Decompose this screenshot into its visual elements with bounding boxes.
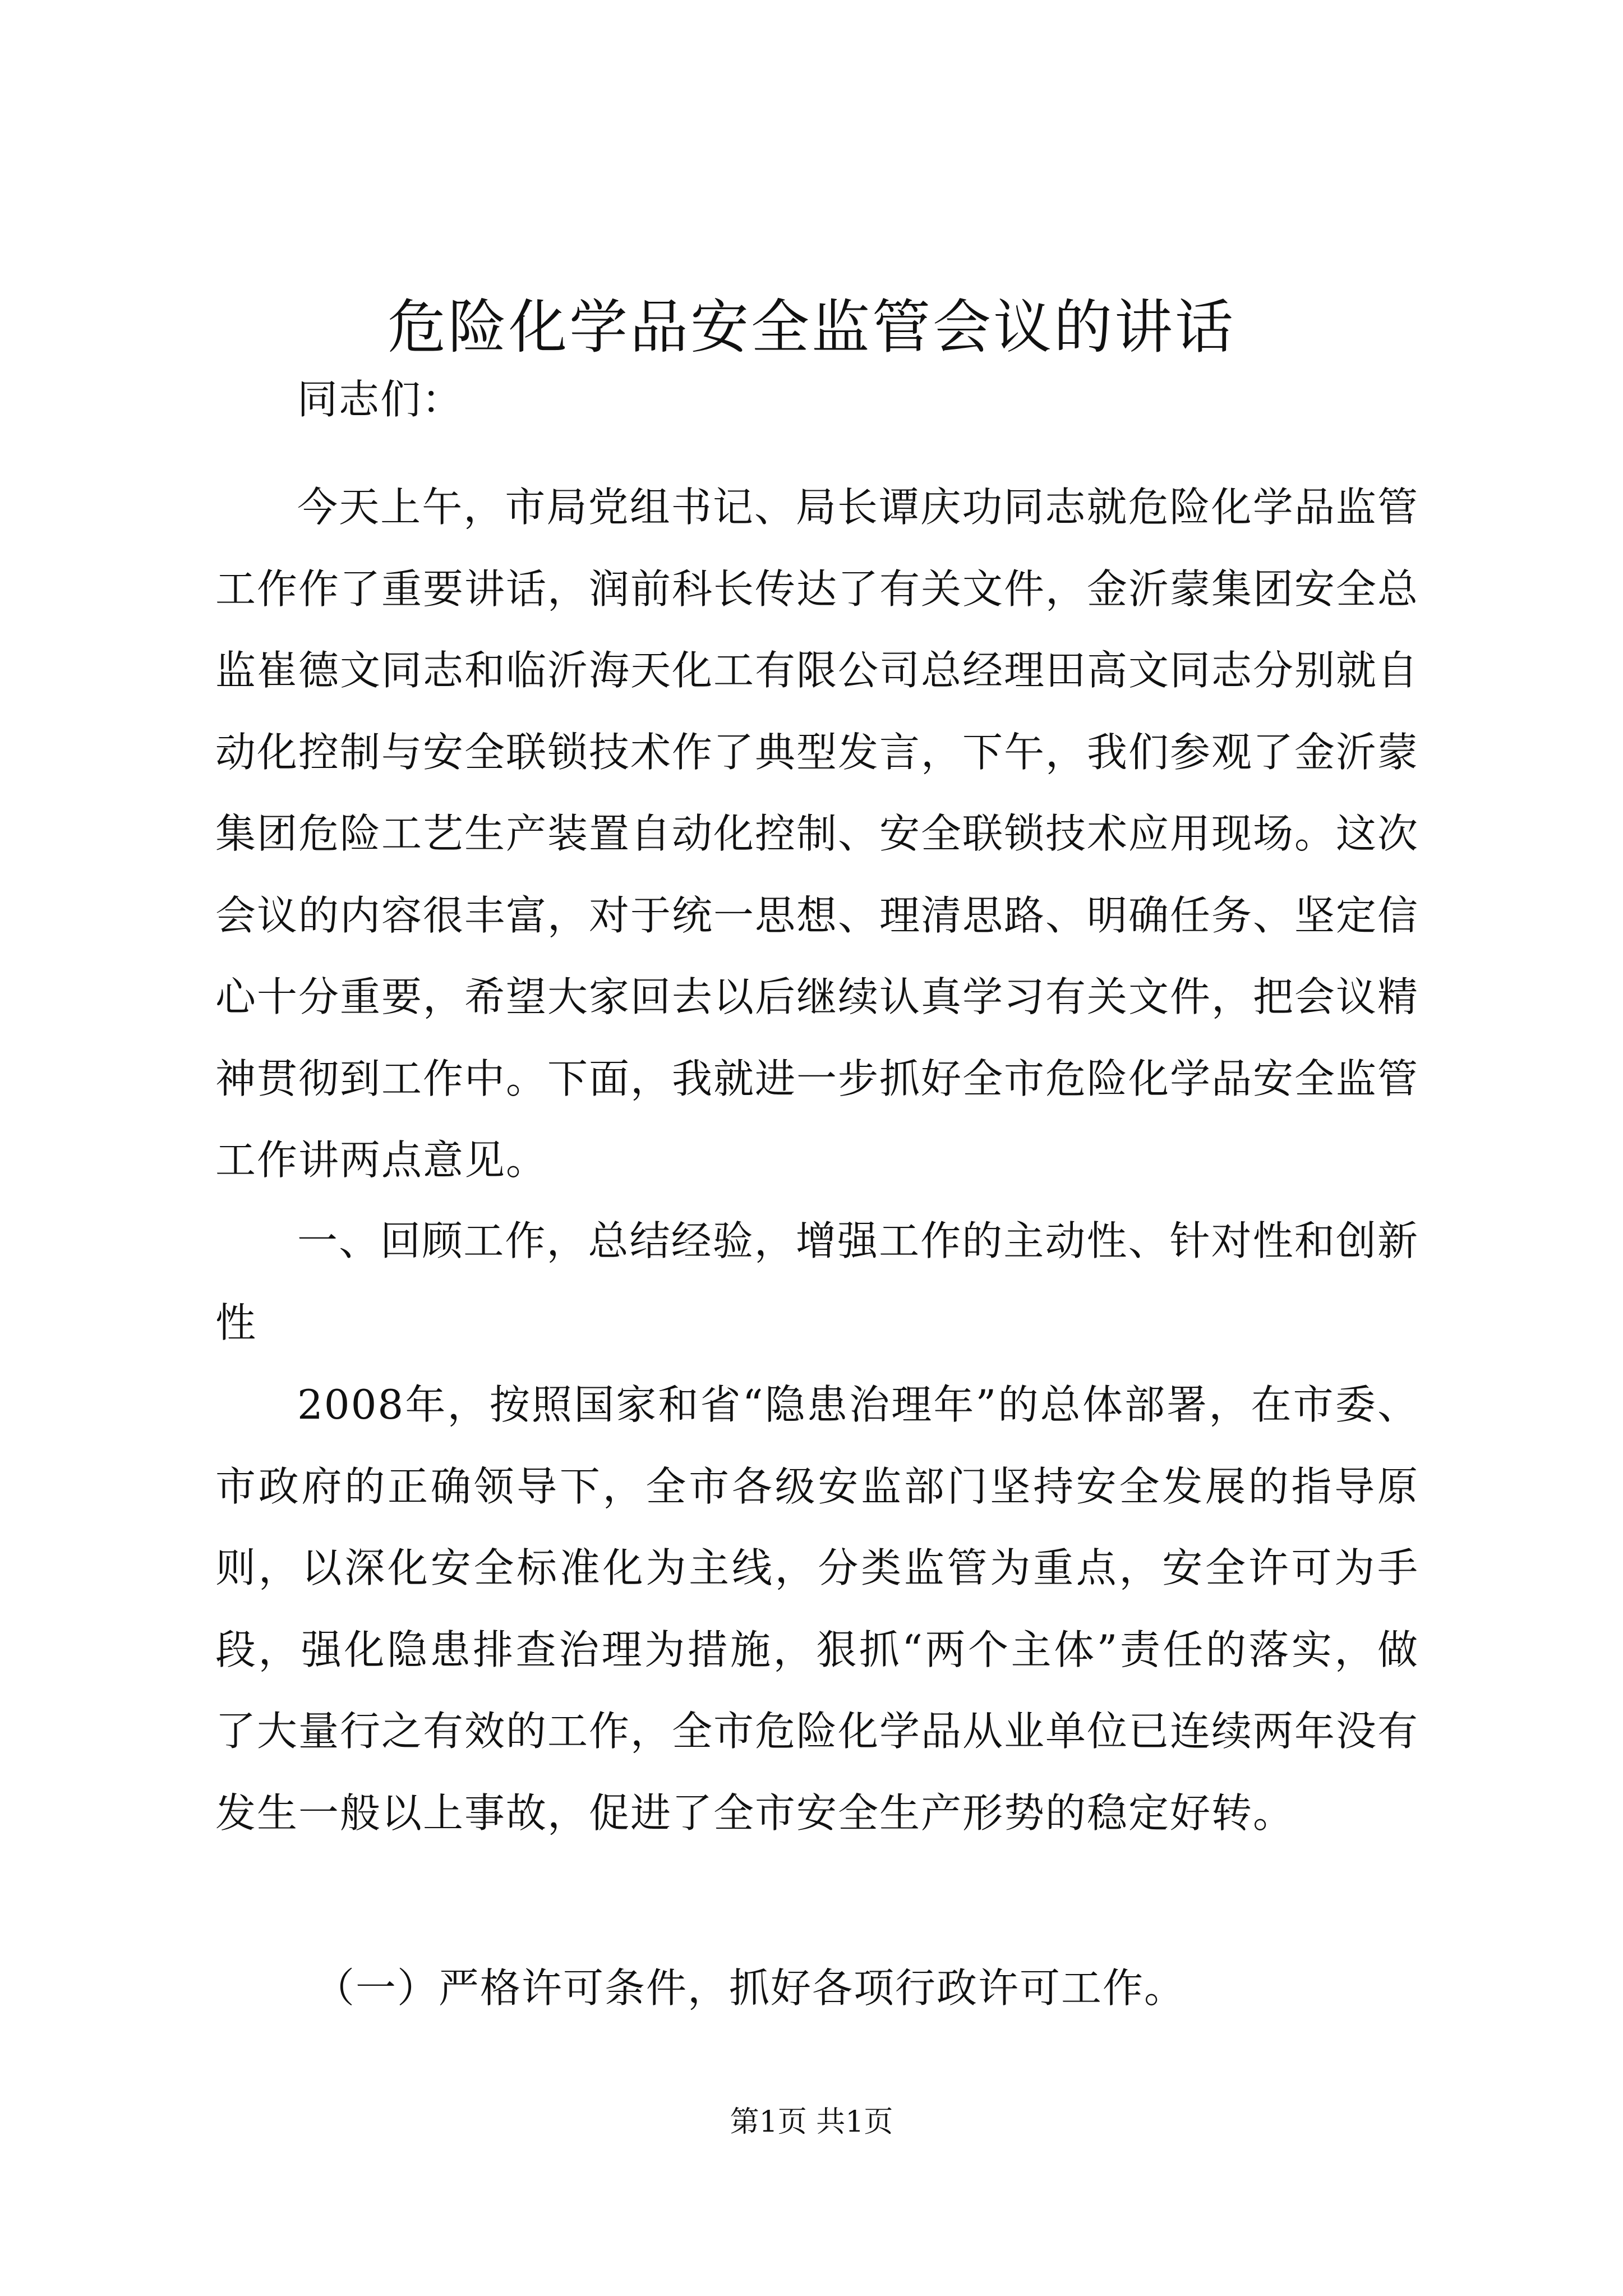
subsection-heading-1: （一）严格许可条件，抓好各项行政许可工作。: [314, 1964, 1186, 2012]
document-title: 危险化学品安全监管会议的讲话: [387, 293, 1235, 361]
salutation: 同志们：: [297, 376, 464, 423]
paragraph-intro: 今天上午，市局党组书记、局长谭庆功同志就危险化学品监管工作作了重要讲话，润前科长传达了有关文件，金沂蒙集团安全总监崔德文同志和临沂海天化工有限公司总经理田高文同志分别就自动化控制与安全联锁技术作了典型发言，下午，我们参观了金沂蒙集团危险工艺生产装置自动化控制、安全联锁技术应用现场。这次会议的内容很丰富，对于统一思想、理清思路、明确任务、坚定信心十分重要，希望大家回去以后继续认真学习有关文件，把会议精神贯彻到工作中。下面，我就进一步抓好全市危险化学品安全监管工作讲两点意见。: [215, 484, 1419, 1184]
paragraph-review: 2008年，按照国家和省“隐患治理年”的总体部署，在市委、市政府的正确领导下，全市各级安监部门坚持安全发展的指导原则，以深化安全标准化为主线，分类监管为重点，安全许可为手段，强化隐患排查治理为措施，狠抓“两个主体”责任的落实，做了大量行之有效的工作，全市危险化学品从业单位已连续两年没有发生一般以上事故，促进了全市安全生产形势的稳定好转。: [215, 1381, 1419, 1837]
page-number-footer: 第1页 共1页: [730, 2105, 893, 2139]
section-heading-1: 一、回顾工作，总结经验，增强工作的主动性、针对性和创新性: [215, 1217, 1419, 1346]
